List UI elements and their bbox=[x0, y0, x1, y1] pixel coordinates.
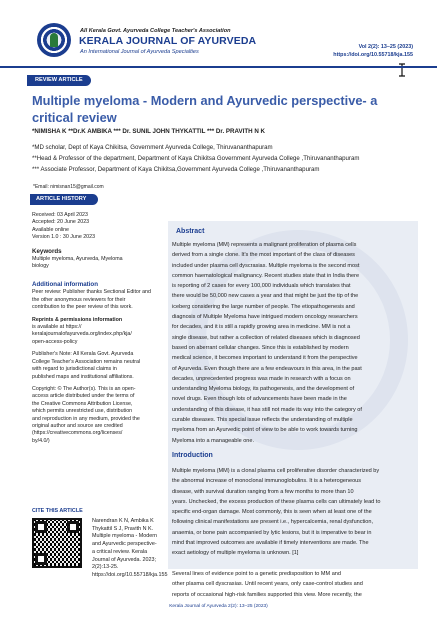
reprints-link[interactable]: keralajournalofayurveda.org/index.php/kja/ bbox=[32, 331, 132, 338]
publisher-note-line: College Teacher's Association remains neutral bbox=[32, 358, 141, 365]
peer-review-line: contribution to the peer review of this work. bbox=[32, 304, 133, 311]
introduction-line: Several lines of evidence point to a genetic predisposition to MM and bbox=[172, 570, 341, 577]
abstract-line: myeloma from an Ayurvedic point of view to be able to work towards turning bbox=[172, 427, 358, 434]
abstract-line: derived from a single clone. It's the most important of the class of diseases bbox=[172, 252, 355, 259]
article-title: Multiple myeloma - Modern and Ayurvedic perspective- a critical review bbox=[32, 93, 378, 125]
page-footer: Kerala Journal of Ayurveda 2(2): 13–25 (2023) bbox=[169, 604, 268, 609]
affiliation-1: *MD scholar, Dept of Kaya Chikitsa, Government Ayurveda College, Thiruvananthapuram bbox=[32, 144, 273, 151]
abstract-line: novel drugs. Even though lots of advancements have been made in the bbox=[172, 396, 347, 403]
introduction-line bbox=[172, 559, 415, 569]
reprints-line: is available at https:// bbox=[32, 324, 82, 331]
introduction-line: the abnormal increase of monoclonal immunoglobulins. It is a heterogeneous bbox=[172, 478, 362, 485]
license-link[interactable]: by/4.0/) bbox=[32, 437, 50, 444]
association-name: All Kerala Govt. Ayurveda College Teacher's Association bbox=[80, 28, 231, 34]
abstract-line: for decades, and it is still a rapidly growing area in medicine. MM is not a bbox=[172, 324, 351, 331]
publisher-note-line: Publisher's Note: All Kerala Govt. Ayurveda bbox=[32, 351, 134, 358]
version-date: Version 1.0 : 30 June 2023 bbox=[32, 234, 96, 241]
copyright-line: the Creative Commons Attribution License, bbox=[32, 400, 133, 407]
introduction-line: reports of occasional high-risk families supported this view. More recently, the bbox=[172, 591, 362, 598]
citation-line: Journal of Ayurveda. 2023; bbox=[92, 556, 157, 563]
abstract-line: decades, unprecedented progress was made in research with a focus on bbox=[172, 375, 351, 382]
copyright-line: original author and source are credited bbox=[32, 422, 123, 429]
doi-link[interactable]: https://doi.org/10.55718/kja.155 bbox=[333, 52, 413, 58]
cite-heading: CITE THIS ARTICLE bbox=[32, 508, 83, 514]
sidebar-info bbox=[32, 212, 151, 445]
reprints-link[interactable]: open-access-policy bbox=[32, 338, 78, 345]
available-label: Available online bbox=[32, 226, 70, 233]
introduction-line: following clinical manifestations are present i.e., hypercalcemia, renal dysfunction, bbox=[172, 519, 374, 526]
keywords-line: Multiple myeloma, Ayurveda, Myeloma bbox=[32, 255, 123, 262]
abstract-line: is reporting of 2 cases for every 100,000 individuals which translates that bbox=[172, 283, 351, 290]
corresponding-email[interactable]: *Email: nimisnan15@gmail.com bbox=[33, 184, 104, 190]
reprints-heading: Reprints & permissions information bbox=[32, 316, 123, 323]
abstract-line: Multiple myeloma (MM) represents a malignant proliferation of plasma cells bbox=[172, 242, 357, 248]
publisher-note-line: with regard to jurisdictional claims in bbox=[32, 366, 117, 373]
article-history-badge: ARTICLE HISTORY bbox=[30, 194, 98, 205]
article-type-badge: REVIEW ARTICLE bbox=[27, 75, 91, 86]
abstract-line: there would be 50,000 new cases a year and that might be just the tip of the bbox=[172, 293, 359, 300]
additional-info-heading: Additional information bbox=[32, 281, 98, 289]
abstract-line: included under plasma cell dyscrasias. Multiple myeloma is the second most bbox=[172, 262, 360, 269]
received-date: Received: 03 April 2023 bbox=[32, 212, 88, 218]
abstract-line: curable diseases. This special issue reflects the understanding of multiple bbox=[172, 417, 353, 424]
abstract-heading: Abstract bbox=[176, 228, 205, 235]
abstract-line: common haematological malignancy. Recent studies state that in India there bbox=[172, 272, 360, 279]
abstract-line: iceberg considering the large number of people. The etiopathogenesis and bbox=[172, 303, 355, 310]
abstract-line: medical science, it becomes important to understand it from the perspective bbox=[172, 355, 358, 362]
citation-line: 2(2):13-25. bbox=[92, 564, 119, 571]
introduction-line: Multiple myeloma (MM) is a clonal plasma cell proliferative disorder characterized by bbox=[172, 468, 380, 474]
introduction-line: mind that improved outcomes are available if timely interventions are made. The bbox=[172, 540, 369, 547]
citation-line: and Ayurvedic perspective- bbox=[92, 541, 157, 548]
introduction-body bbox=[172, 466, 415, 600]
affiliation-2: **Head & Professor of the department, Department of Kaya Chikitsa Government Ayurveda College ,Thiruvananthapuram bbox=[32, 155, 360, 162]
keywords-heading: Keywords bbox=[32, 247, 62, 255]
volume-info: Vol 2(2): 13–25 (2023) bbox=[358, 44, 413, 50]
journal-logo-icon bbox=[37, 23, 71, 57]
introduction-line: specific end-organ damage. Most commonly, this is seen when at least one of the bbox=[172, 509, 372, 516]
copyright-line: access article distributed under the terms of bbox=[32, 393, 135, 400]
abstract-line: diagnosis of Multiple Myeloma have intrigued modern oncology researchers bbox=[172, 314, 358, 321]
keywords-line: biology bbox=[32, 263, 49, 270]
abstract-line: understanding of this disease, it has still not made its way into the category of bbox=[172, 406, 362, 413]
copyright-line: and reproduction in any medium, provided the bbox=[32, 415, 140, 422]
citation-line: Thykattil S J, Pravith N K. bbox=[92, 525, 154, 532]
citation-line: a critical review. Kerala bbox=[92, 548, 148, 555]
citation-line: Multiple myeloma - Modern bbox=[92, 533, 158, 540]
header-divider bbox=[0, 66, 437, 68]
abstract-body bbox=[172, 240, 415, 446]
qr-code-icon[interactable] bbox=[32, 518, 82, 568]
citation-line: Narendran K N, Ambika K bbox=[92, 518, 154, 524]
introduction-line: years. Unchecked, the excess production of these plasma cells can ultimately lead to bbox=[172, 498, 381, 505]
introduction-line: exact aetiology of multiple myeloma is unknown. [1] bbox=[172, 550, 299, 557]
abstract-line: of Ayurveda. Even though there are a few endeavours in this area, in the past bbox=[172, 365, 362, 372]
journal-name: KERALA JOURNAL OF AYURVEDA bbox=[79, 35, 257, 47]
affiliation-3: *** Associate Professor, Department of Kaya Chikitsa,Government Ayurveda College ,Thiruvananthapuram bbox=[32, 166, 320, 173]
publisher-note-line: published maps and institutional affiliations. bbox=[32, 373, 134, 380]
abstract-line: understanding Myeloma biology, its pathogenesis, and the development of bbox=[172, 386, 355, 393]
citation-text bbox=[92, 518, 168, 580]
abstract-line: based on aberrant cellular changes. Since this is established by modern bbox=[172, 344, 349, 351]
author-list: *NIMISHA K **Dr.K AMBIKA *** Dr. SUNIL JOHN THYKATTIL *** Dr. PRAVITH N K bbox=[32, 128, 265, 135]
introduction-line: disease, with survival duration ranging from a few months to more than 10 bbox=[172, 488, 354, 495]
abstract-line: single disease, but rather a collection of related diseases which is diagnosed bbox=[172, 334, 360, 341]
introduction-line: other plasma cell dyscrasias. Until recent years, only case-control studies and bbox=[172, 581, 363, 588]
copyright-line: Copyright: © The Author(s). This is an open- bbox=[32, 385, 136, 392]
copyright-line: which permits unrestricted use, distribution bbox=[32, 408, 133, 415]
introduction-heading: Introduction bbox=[172, 452, 213, 459]
peer-review-line: the other anonymous reviewers for their bbox=[32, 296, 126, 303]
citation-doi-link[interactable]: https://doi.org/10.55718/kja.155 bbox=[92, 571, 168, 578]
journal-subtitle: An International Journal of Ayurveda Specialties bbox=[80, 49, 199, 55]
accepted-date: Accepted: 20 June 2023 bbox=[32, 219, 90, 226]
introduction-line: anaemia, or bone pain accompanied by lytic lesions, but it is imperative to bear in bbox=[172, 529, 372, 536]
peer-review-line: Peer review: Publisher thanks Sectional Editor and bbox=[32, 289, 151, 296]
abstract-line: Myeloma into a manageable one. bbox=[172, 437, 255, 444]
license-link[interactable]: (https://creativecommons.org/licenses/ bbox=[32, 430, 123, 437]
